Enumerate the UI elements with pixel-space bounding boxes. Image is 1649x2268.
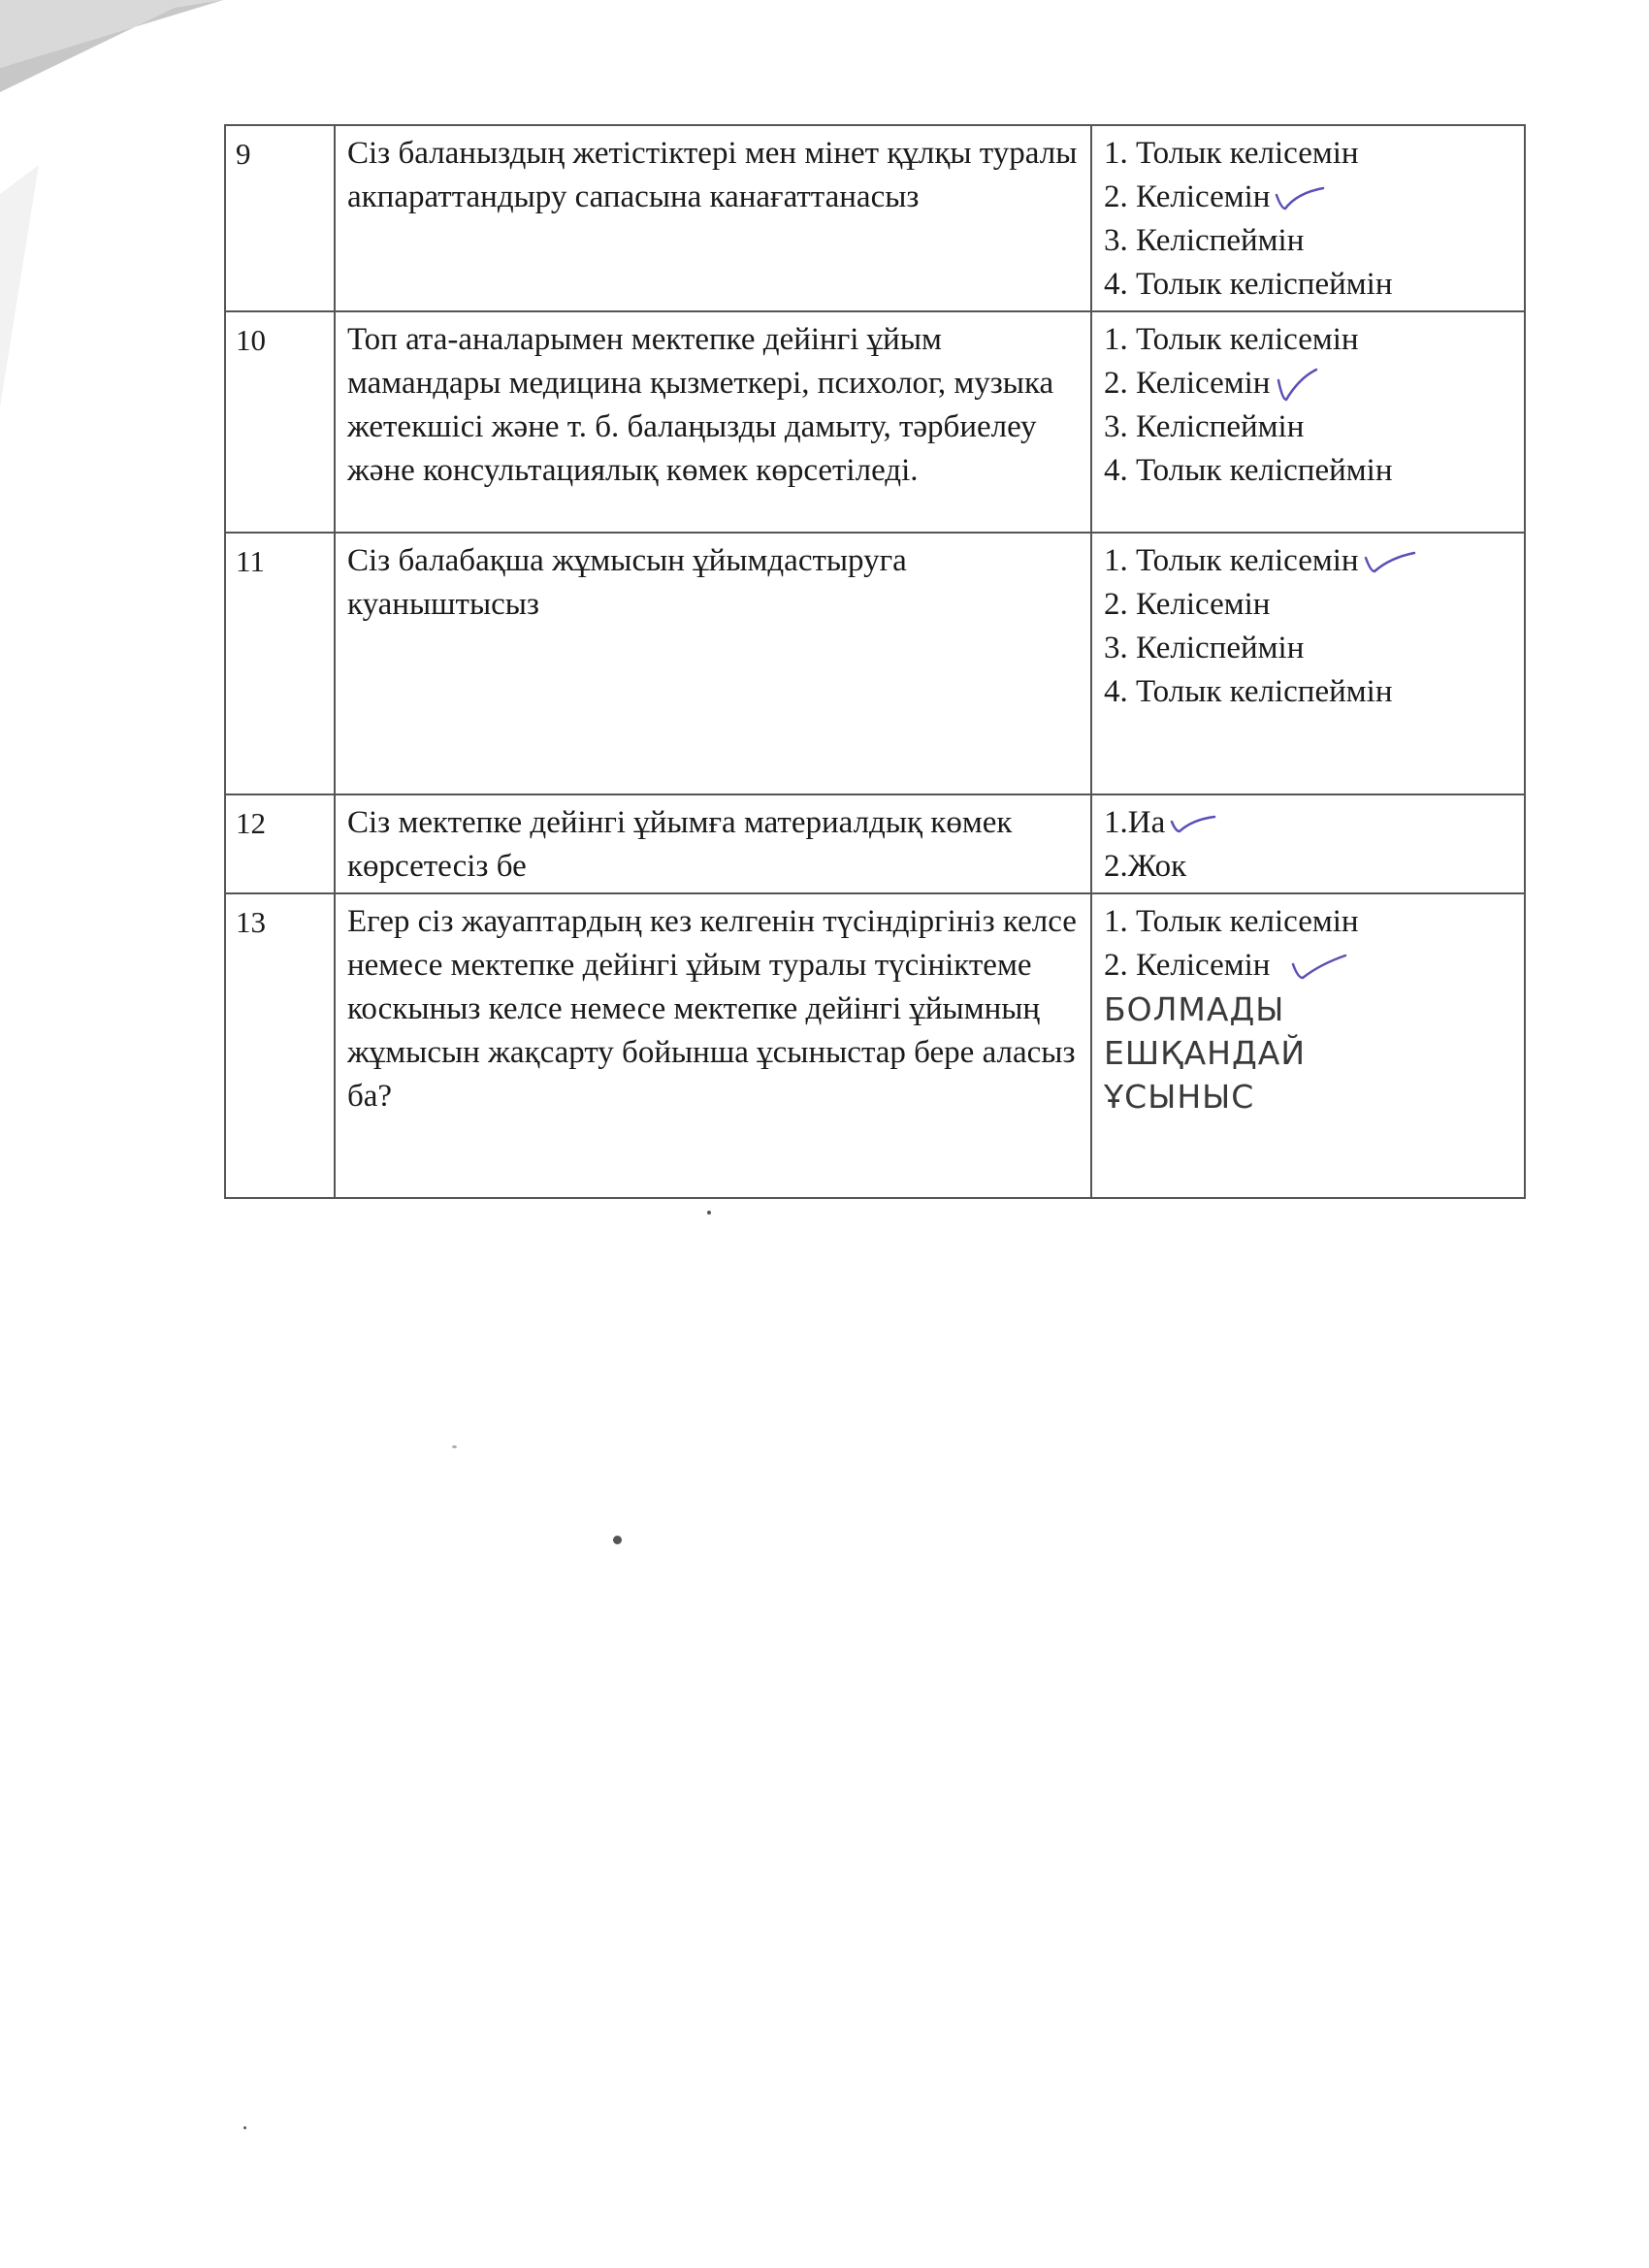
- answer-options: [1091, 311, 1525, 533]
- option-item: 2. Келісемін: [1104, 944, 1512, 988]
- table-row: [225, 533, 1525, 794]
- option-item: 2. Келісемін: [1104, 176, 1512, 219]
- scan-speck: [243, 2126, 246, 2129]
- option-item: 3. Келіспеймін: [1104, 223, 1305, 258]
- option-item: 2.Жок: [1104, 849, 1187, 884]
- answer-options: [1091, 533, 1525, 794]
- handwritten-comment-line: БОЛМАДЫ: [1104, 990, 1285, 1028]
- handwritten-comment-line: ҰСЫНЫС: [1104, 1078, 1255, 1116]
- option-item: 2. Келісемін: [1104, 362, 1512, 405]
- answer-options: [1091, 794, 1525, 893]
- question-text: Сіз балабақша жұмысын ұйымдастыруга куаныштысыз: [335, 533, 1091, 794]
- answer-options: [1091, 893, 1525, 1198]
- row-number: 10: [225, 311, 335, 533]
- row-number: 12: [225, 794, 335, 893]
- checkmark-icon: [1274, 185, 1326, 212]
- option-item: 4. Толык келіспеймін: [1104, 267, 1393, 302]
- option-item: 3. Келіспеймін: [1104, 631, 1305, 665]
- option-item: 2. Келісемін: [1104, 587, 1271, 622]
- checkmark-icon: [1274, 367, 1320, 404]
- row-number: 11: [225, 533, 335, 794]
- option-item: 1. Толык келісемін: [1104, 539, 1512, 583]
- scan-speck: [613, 1536, 622, 1544]
- option-item: 1. Толык келісемін: [1104, 904, 1359, 939]
- question-text: Егер сіз жауаптардың кез келгенін түсіндіргініз келсе немесе мектепке дейінгі ұйым туралы түсініктеме коскыныз келсе немесе мектепке дейінгі ұйымның жұмысын жақсарту бойынша ұсыныстар бере аласыз ба?: [335, 893, 1091, 1198]
- option-item: 1. Толык келісемін: [1104, 136, 1359, 171]
- row-number: 13: [225, 893, 335, 1198]
- question-text: Сіз мектепке дейінгі ұйымға материалдық көмек көрсетесіз бе: [335, 794, 1091, 893]
- handwritten-comment-line: ЕШҚАНДАЙ: [1104, 1034, 1306, 1072]
- question-text: Сіз баланыздың жетістіктері мен мінет құлқы туралы акпараттандыру сапасына канағаттанасыз: [335, 125, 1091, 311]
- scan-speck: [452, 1445, 457, 1448]
- scan-speck: [707, 1211, 711, 1215]
- option-item: 1.Иа: [1104, 801, 1512, 845]
- question-text: Топ ата-аналарымен мектепке дейінгі ұйым мамандары медицина қызметкері, психолог, музыка жетекшісі және т. б. балаңызды дамыту, тәрбиелеу және консультациялық көмек көрсетіледі.: [335, 311, 1091, 533]
- checkmark-icon: [1363, 550, 1417, 575]
- row-number: 9: [225, 125, 335, 311]
- table-row: [225, 311, 1525, 533]
- option-item: 3. Келіспеймін: [1104, 409, 1305, 444]
- folded-corner-shadow: [0, 0, 252, 466]
- checkmark-icon: [1169, 814, 1217, 835]
- table-row: [225, 794, 1525, 893]
- table-row: [225, 125, 1525, 311]
- option-item: 4. Толык келіспеймін: [1104, 674, 1393, 709]
- answer-options: [1091, 125, 1525, 311]
- survey-table: [224, 124, 1526, 1199]
- table-row: [225, 893, 1525, 1198]
- option-item: 4. Толык келіспеймін: [1104, 453, 1393, 488]
- option-item: 1. Толык келісемін: [1104, 322, 1359, 357]
- checkmark-icon: [1287, 953, 1349, 982]
